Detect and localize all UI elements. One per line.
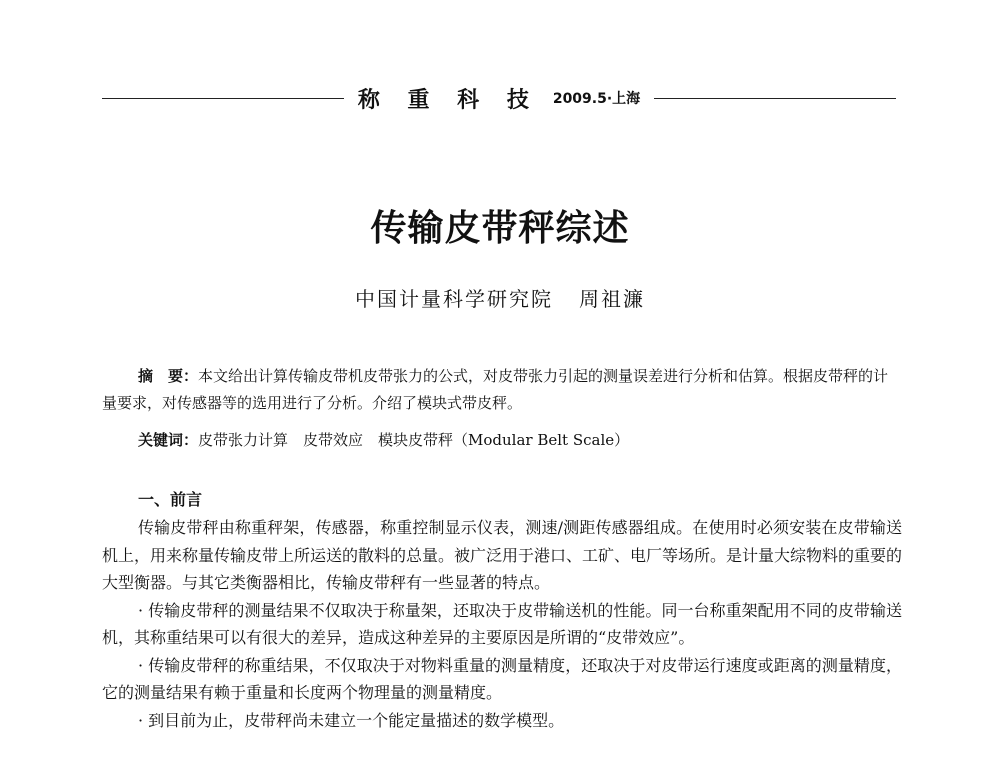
issue-info: 2009.5·上海 xyxy=(552,91,641,107)
body-text xyxy=(102,514,902,734)
author-name: 周祖濂 xyxy=(579,287,645,311)
paragraph: · 传输皮带秤的称重结果，不仅取决于对物料重量的测量精度，还取决于对皮带运行速度或距离的测量精度，它的测量结果有赖于重量和长度两个物理量的测量精度。 xyxy=(102,655,902,702)
section-heading: 一、前言 xyxy=(138,490,203,509)
abstract xyxy=(102,363,902,417)
keywords-text: 皮带张力计算 皮带效应 模块皮带秤（Modular Belt Scale） xyxy=(198,431,630,449)
paragraph: · 到目前为止，皮带秤尚未建立一个能定量描述的数学模型。 xyxy=(138,710,565,730)
keywords-label: 关键词： xyxy=(138,431,199,449)
author-institution: 中国计量科学研究院 xyxy=(355,287,553,311)
author-line xyxy=(0,283,1000,312)
journal-name: 称 重 科 技 xyxy=(357,86,539,113)
article-title: 传输皮带秤综述 xyxy=(370,207,630,249)
abstract-label: 摘 要： xyxy=(138,367,199,385)
keywords xyxy=(138,427,898,454)
abstract-text: 本文给出计算传输皮带机皮带张力的公式，对皮带张力引起的测量误差进行分析和估算。根据皮带秤的计量要求，对传感器等的选用进行了分析。介绍了模块式带皮秤。 xyxy=(102,367,889,412)
header-rule-right xyxy=(654,98,896,99)
running-header xyxy=(102,80,896,116)
header-rule-left xyxy=(102,98,344,99)
paragraph: 传输皮带秤由称重秤架，传感器，称重控制显示仪表，测速/测距传感器组成。在使用时必须安装在皮带输送机上，用来称量传输皮带上所运送的散料的总量。被广泛用于港口、工矿、电厂等场所。是计量大综物料的重要的大型衡器。与其它类衡器相比，传输皮带秤有一些显著的特点。 xyxy=(102,518,903,592)
paragraph: · 传输皮带秤的测量结果不仅取决于称量架，还取决于皮带输送机的性能。同一台称重架配用不同的皮带输送机，其称重结果可以有很大的差异，造成这种差异的主要原因是所谓的“皮带效应”。 xyxy=(102,600,902,647)
